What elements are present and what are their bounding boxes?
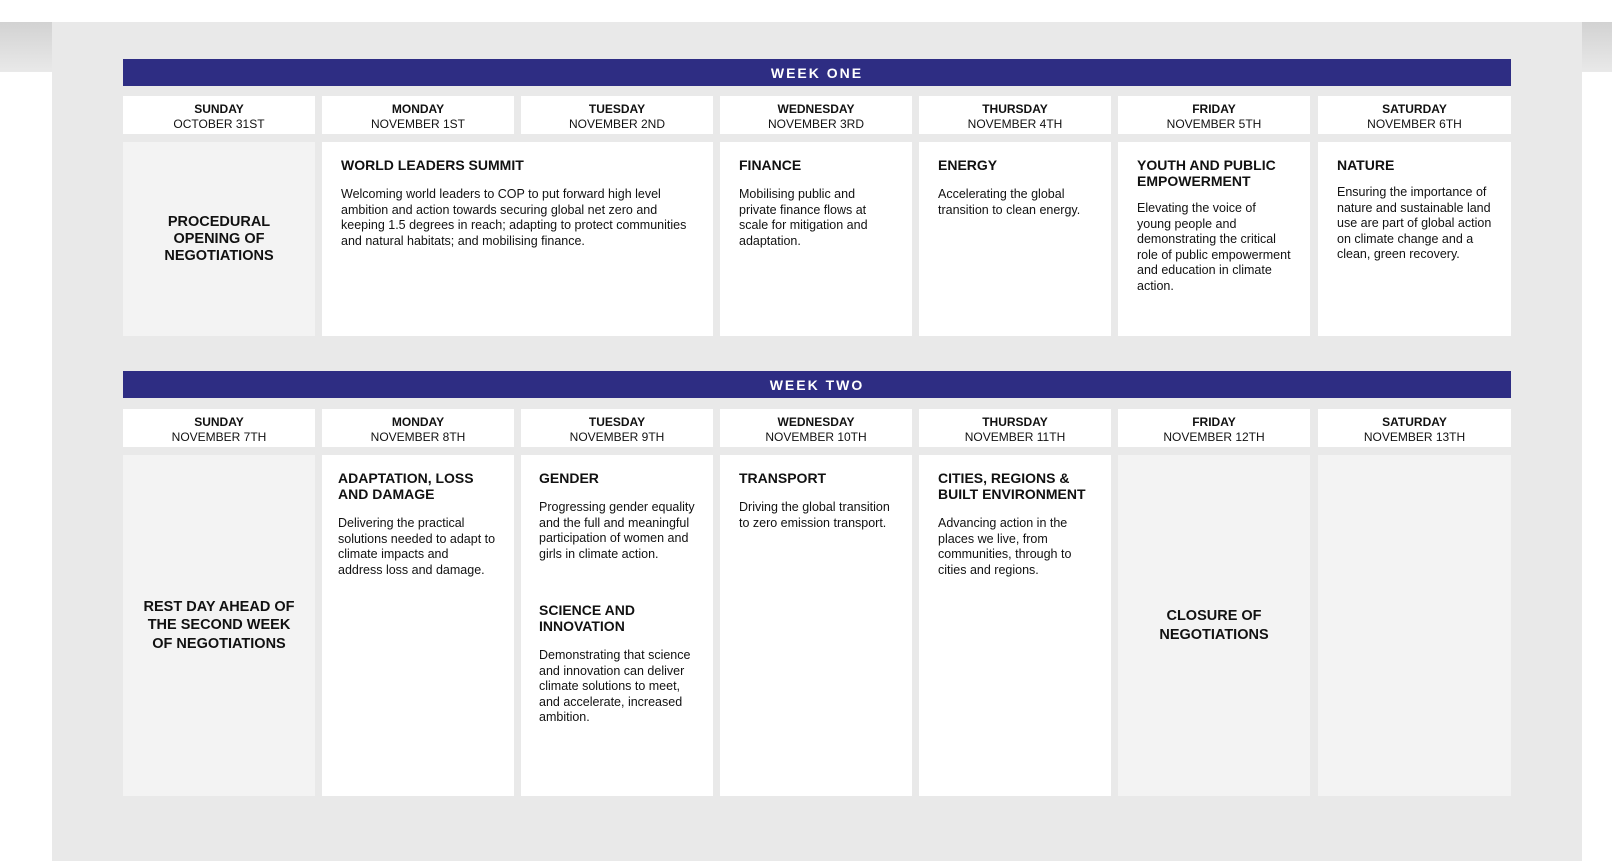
day-header-saturday: [1318, 409, 1511, 447]
theme-title: ADAPTATION, LOSS AND DAMAGE: [338, 470, 474, 502]
day-name: FRIDAY: [1192, 415, 1236, 429]
theme-finance: [720, 142, 912, 336]
theme-description: Demonstrating that science and innovation can deliver climate solutions to meet, and accelerate, increased ambition.: [539, 648, 691, 724]
day-name: THURSDAY: [982, 102, 1048, 116]
theme-title: CITIES, REGIONS & BUILT ENVIRONMENT: [938, 470, 1086, 502]
theme-title: GENDER: [539, 470, 599, 486]
theme-title: WORLD LEADERS SUMMIT: [341, 157, 524, 173]
theme-title: FINANCE: [739, 157, 802, 173]
day-date: NOVEMBER 9TH: [569, 430, 665, 444]
theme-description: Mobilising public and private finance flows at scale for mitigation and adaptation.: [739, 187, 868, 248]
day-header-tuesday: [521, 96, 713, 134]
sunday-rest-day: [123, 455, 315, 796]
day-header-friday: [1118, 96, 1310, 134]
day-header-monday: [322, 96, 514, 134]
theme-world-leaders-summit: [322, 142, 713, 336]
theme-description: Driving the global transition to zero emission transport.: [739, 500, 890, 530]
rest-day-label: REST DAY AHEAD OF THE SECOND WEEK OF NEGOTIATIONS: [143, 598, 295, 652]
day-date: NOVEMBER 12TH: [1163, 430, 1265, 444]
theme-description: Welcoming world leaders to COP to put forward high level ambition and action towards securing global net zero and keeping 1.5 degrees in reach; adapting to protect communities and natural habitats; and mobilising finance.: [341, 187, 687, 248]
theme-transport: [720, 455, 912, 796]
day-name: FRIDAY: [1192, 102, 1236, 116]
day-date: NOVEMBER 4TH: [967, 117, 1063, 131]
week-two-header: WEEK TWO: [123, 371, 1511, 398]
day-header-thursday: [919, 96, 1111, 134]
day-date: NOVEMBER 2ND: [568, 117, 666, 131]
theme-energy: [919, 142, 1111, 336]
day-name: MONDAY: [391, 415, 445, 429]
week-one-header: WEEK ONE: [123, 59, 1511, 86]
day-date: NOVEMBER 7TH: [171, 430, 267, 444]
day-header-tuesday: [521, 409, 713, 447]
theme-title: SCIENCE AND INNOVATION: [539, 602, 635, 634]
day-name: TUESDAY: [588, 102, 646, 116]
day-name: WEDNESDAY: [777, 102, 855, 116]
day-date: NOVEMBER 10TH: [765, 430, 867, 444]
theme-title: NATURE: [1337, 157, 1395, 173]
day-name: MONDAY: [391, 102, 445, 116]
theme-adaptation-loss-and-damage: [322, 455, 514, 796]
friday-closure: [1118, 455, 1310, 796]
closure-label: CLOSURE OF NEGOTIATIONS: [1159, 608, 1269, 643]
saturday-empty-cell: [1318, 455, 1511, 796]
day-date: NOVEMBER 6TH: [1367, 117, 1462, 131]
day-header-sunday: [123, 96, 315, 134]
theme-youth-and-public-empowerment: [1118, 142, 1310, 336]
day-date: NOVEMBER 1ST: [370, 117, 466, 131]
sunday-procedural-opening: [123, 142, 315, 336]
day-name: THURSDAY: [982, 415, 1048, 429]
day-header-thursday: [919, 409, 1111, 447]
day-date: NOVEMBER 3RD: [767, 117, 865, 131]
day-name: TUESDAY: [588, 415, 646, 429]
theme-title: YOUTH AND PUBLIC EMPOWERMENT: [1137, 157, 1276, 189]
day-name: WEDNESDAY: [777, 415, 855, 429]
day-name: SUNDAY: [194, 102, 244, 116]
theme-description: Advancing action in the places we live, from communities, through to cities and regions.: [938, 516, 1072, 577]
day-header-wednesday: [720, 409, 912, 447]
day-date: NOVEMBER 11TH: [964, 430, 1066, 444]
day-date: NOVEMBER 13TH: [1363, 430, 1466, 444]
day-header-wednesday: [720, 96, 912, 134]
theme-gender: [539, 470, 695, 562]
theme-title: ENERGY: [938, 157, 998, 173]
theme-nature: [1318, 142, 1511, 336]
theme-description: Accelerating the global transition to clean energy.: [938, 187, 1081, 217]
day-header-sunday: [123, 409, 315, 447]
procedural-opening-label: PROCEDURAL OPENING OF NEGOTIATIONS: [164, 213, 274, 264]
theme-description: Progressing gender equality and the full and meaningful participation of women and girls in climate action.: [539, 500, 695, 561]
day-name: SUNDAY: [194, 415, 244, 429]
day-date: OCTOBER 31ST: [173, 117, 265, 131]
day-date: NOVEMBER 8TH: [370, 430, 466, 444]
theme-description: Elevating the voice of young people and demonstrating the critical role of public empowerment and education in climate action.: [1137, 201, 1291, 293]
day-date: NOVEMBER 5TH: [1166, 117, 1262, 131]
day-header-saturday: [1318, 96, 1511, 134]
day-name: SATURDAY: [1382, 102, 1447, 116]
theme-description: Ensuring the importance of nature and sustainable land use are part of global action on climate change and a clean, green recovery.: [1337, 185, 1492, 261]
theme-title: TRANSPORT: [739, 470, 827, 486]
theme-cities-regions-built-environment: [919, 455, 1111, 796]
theme-science-and-innovation: [539, 602, 695, 726]
theme-description: Delivering the practical solutions needed to adapt to climate impacts and address loss and damage.: [338, 516, 496, 577]
theme-gender-science-innovation: [521, 455, 713, 796]
day-header-friday: [1118, 409, 1310, 447]
day-header-monday: [322, 409, 514, 447]
day-name: SATURDAY: [1382, 415, 1447, 429]
